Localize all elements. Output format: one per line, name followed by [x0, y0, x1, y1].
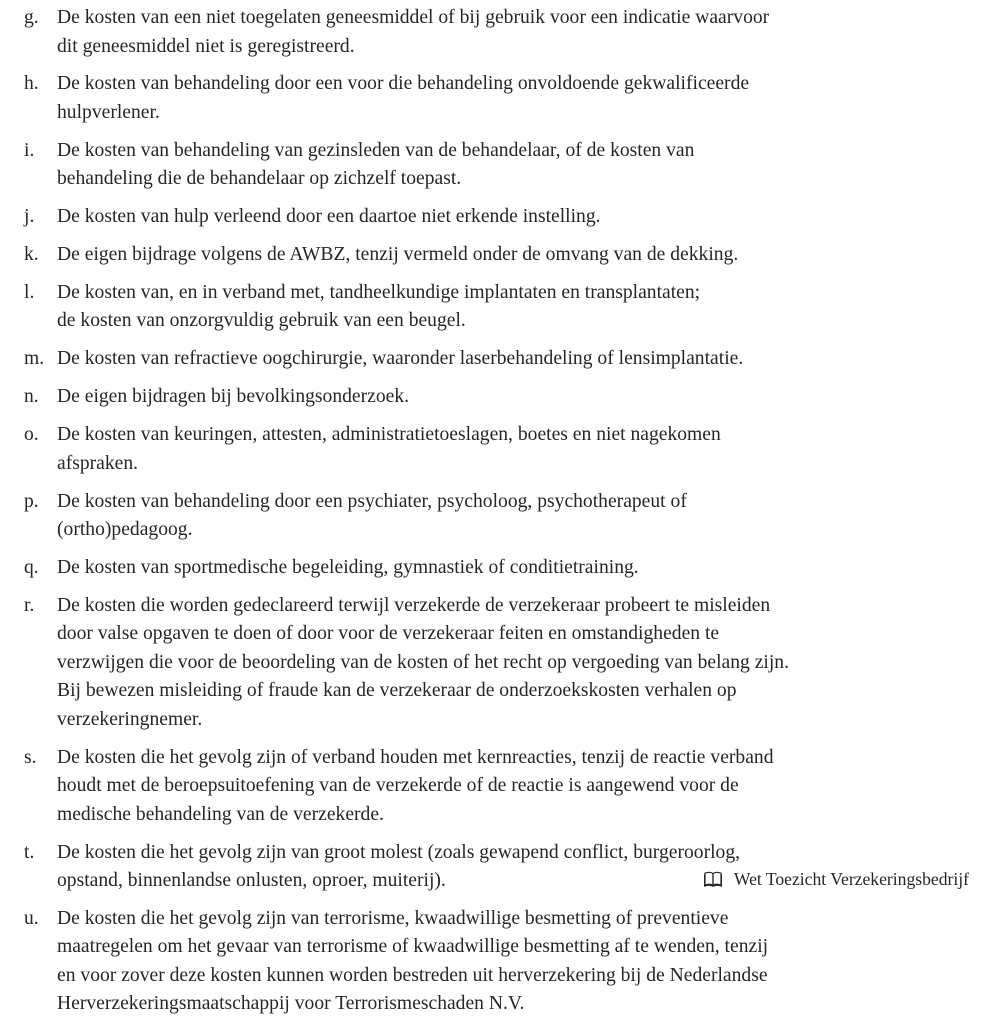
- text-line: door valse opgaven te doen of door voor de verzekeraar feiten en omstandigheden te: [57, 623, 720, 645]
- list-item-j: [24, 203, 974, 232]
- list-marker: i.: [24, 139, 35, 161]
- list-item-i: [24, 137, 974, 194]
- list-marker: s.: [24, 746, 37, 768]
- list-item-text: [57, 557, 639, 578]
- list-item-q: [24, 554, 974, 583]
- text-line: De kosten van behandeling door een voor die behandeling onvoldoende gekwalificeerde: [57, 73, 750, 95]
- list-marker: k.: [24, 244, 39, 266]
- text-line: behandeling die de behandelaar op zichzelf toepast.: [57, 168, 462, 190]
- text-line: De kosten van keuringen, attesten, administratietoeslagen, boetes en niet nagekomen: [57, 424, 721, 446]
- text-line: hulpverlener.: [57, 101, 160, 123]
- list-item-text: [57, 244, 738, 265]
- list-marker: j.: [24, 206, 35, 228]
- list-item-text: [57, 595, 789, 730]
- text-line: verzekeringnemer.: [57, 708, 203, 730]
- list-marker: o.: [24, 424, 39, 446]
- text-line: De kosten die het gevolg zijn van terrorisme, kwaadwillige besmetting of preventieve: [57, 907, 729, 929]
- text-line: De kosten die worden gedeclareerd terwijl verzekerde de verzekeraar probeert te misleiden: [57, 594, 771, 616]
- text-line: De kosten die het gevolg zijn of verband houden met kernreacties, tenzij de reactie verband: [57, 746, 774, 768]
- text-line: De eigen bijdragen bij bevolkingsonderzoek.: [57, 386, 410, 408]
- list-item-u: [24, 905, 974, 1019]
- text-line: de kosten van onzorgvuldig gebruik van een beugel.: [57, 310, 466, 332]
- text-line: afspraken.: [57, 452, 139, 474]
- list-item-s: [24, 744, 974, 830]
- list-marker: u.: [24, 907, 39, 929]
- list-item-text: [57, 348, 743, 369]
- list-item-text: [57, 747, 774, 825]
- list-item-h: [24, 70, 974, 127]
- reference-label: Wet Toezicht Verzekeringsbedrijf: [733, 869, 969, 890]
- list-item-l: [24, 279, 974, 336]
- text-line: medische behandeling van de verzekerde.: [57, 803, 384, 825]
- reference-link[interactable]: [704, 865, 969, 896]
- list-item-t: [24, 839, 974, 896]
- list-marker: n.: [24, 386, 39, 408]
- list-item-n: [24, 383, 974, 412]
- text-line: De eigen bijdrage volgens de AWBZ, tenzij vermeld onder de omvang van de dekking.: [57, 244, 739, 266]
- text-line: maatregelen om het gevaar van terrorisme of kwaadwillige besmetting af te wenden, tenzij: [57, 936, 769, 958]
- list-item-text: [57, 386, 409, 407]
- list-item-text: [57, 842, 740, 892]
- text-line: De kosten van sportmedische begeleiding, gymnastiek of conditietraining.: [57, 556, 639, 578]
- list-marker: p.: [24, 490, 39, 512]
- list-item-o: [24, 421, 974, 478]
- text-line: De kosten van, en in verband met, tandheelkundige implantaten en transplantaten;: [57, 281, 701, 303]
- list-marker: m.: [24, 348, 45, 370]
- book-icon: [704, 867, 722, 896]
- list-marker: t.: [24, 841, 35, 863]
- list-marker: q.: [24, 556, 39, 578]
- text-line: De kosten van behandeling van gezinsleden van de behandelaar, of de kosten van: [57, 139, 695, 161]
- text-line: dit geneesmiddel niet is geregistreerd.: [57, 35, 355, 57]
- text-line: houdt met de beroepsuitoefening van de verzekerde of de reactie is aangewend voor de: [57, 775, 739, 797]
- list-item-text: [57, 7, 769, 57]
- exclusions-list: [24, 4, 974, 1028]
- text-line: (ortho)pedagoog.: [57, 519, 193, 541]
- list-item-m: [24, 345, 974, 374]
- list-item-text: [57, 282, 700, 332]
- list-marker: l.: [24, 281, 35, 303]
- list-item-k: [24, 241, 974, 270]
- text-line: De kosten die het gevolg zijn van groot molest (zoals gewapend conflict, burgeroorlog,: [57, 841, 741, 863]
- text-line: De kosten van refractieve oogchirurgie, waaronder laserbehandeling of lensimplantatie.: [57, 348, 744, 370]
- text-line: Bij bewezen misleiding of fraude kan de verzekeraar de onderzoekskosten verhalen op: [57, 680, 737, 702]
- list-item-text: [57, 140, 694, 190]
- list-item-text: [57, 491, 687, 541]
- text-line: De kosten van behandeling door een psychiater, psycholoog, psychotherapeut of: [57, 490, 687, 512]
- text-line: opstand, binnenlandse onlusten, oproer, muiterij).: [57, 870, 446, 892]
- list-item-text: [57, 424, 721, 474]
- list-item-text: [57, 73, 749, 123]
- text-line: en voor zover deze kosten kunnen worden bestreden uit herverzekering bij de Nederlandse: [57, 964, 768, 986]
- list-item-g: [24, 4, 974, 61]
- list-marker: h.: [24, 73, 39, 95]
- list-item-r: [24, 592, 974, 735]
- list-marker: r.: [24, 594, 35, 616]
- text-line: De kosten van een niet toegelaten geneesmiddel of bij gebruik voor een indicatie waarvoor: [57, 7, 770, 28]
- list-item-p: [24, 488, 974, 545]
- list-marker: g.: [24, 7, 39, 28]
- list-item-text: [57, 206, 601, 227]
- text-line: Herverzekeringsmaatschappij voor Terrorismeschaden N.V.: [57, 993, 525, 1015]
- list-item-text: [57, 908, 768, 1015]
- text-line: De kosten van hulp verleend door een daartoe niet erkende instelling.: [57, 206, 601, 228]
- text-line: verzwijgen die voor de beoordeling van de kosten of het recht op vergoeding van belang zijn.: [57, 651, 789, 673]
